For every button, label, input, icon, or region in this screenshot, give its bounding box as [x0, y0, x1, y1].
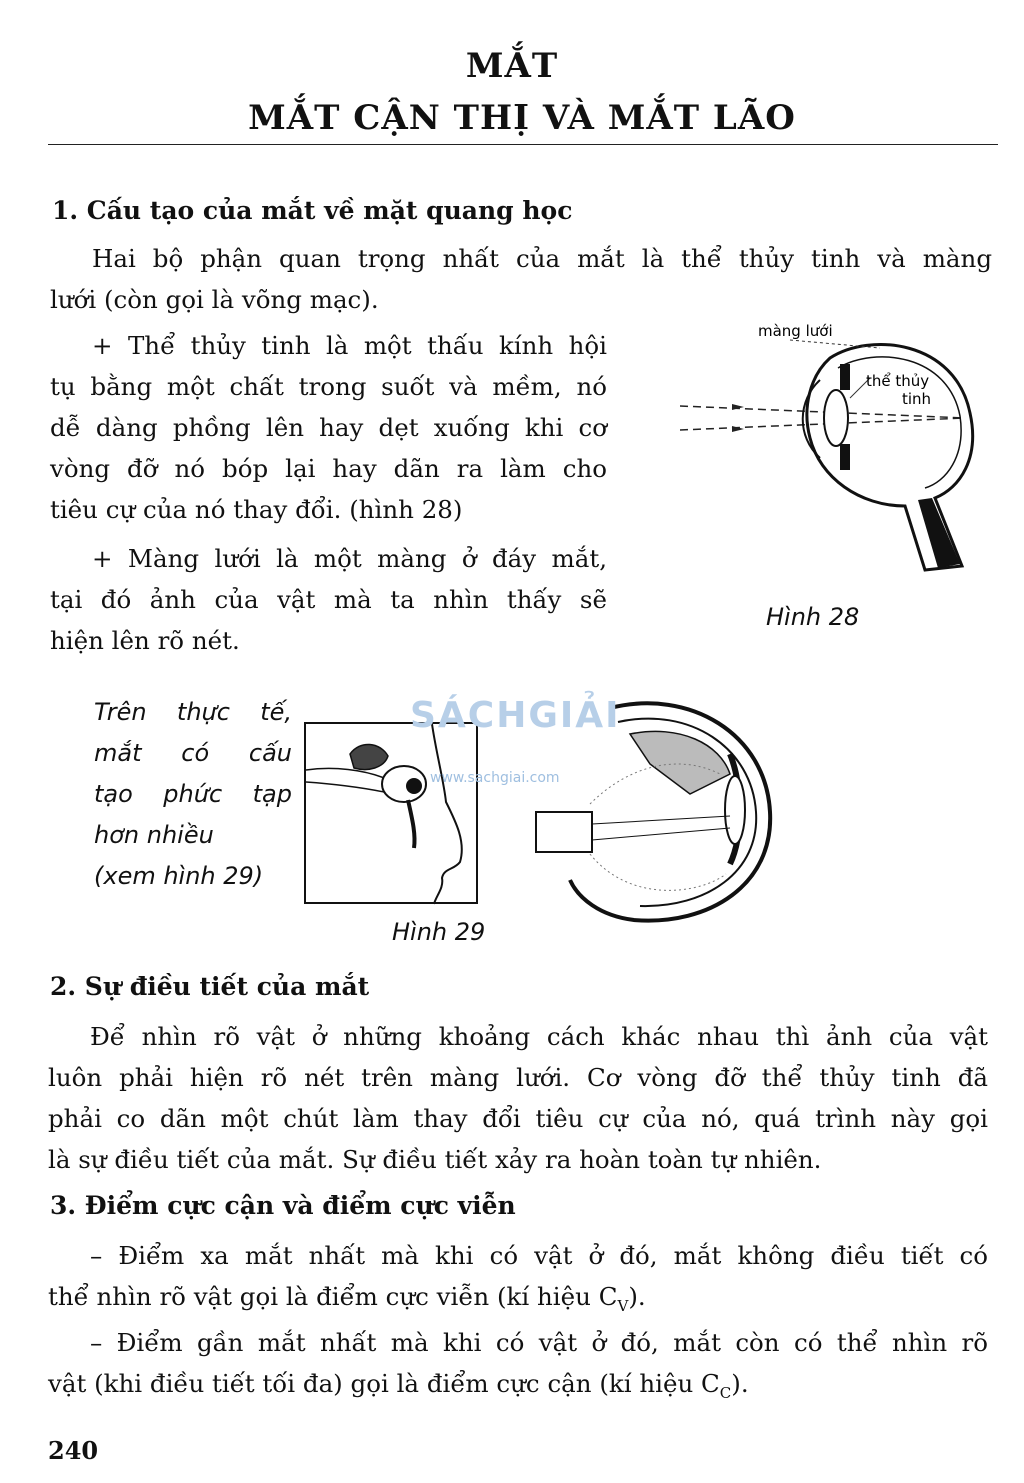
text-line: vòng đỡ nó bóp lại hay dãn ra làm cho — [50, 454, 607, 483]
text-line: thể nhìn rõ vật gọi là điểm cực viễn (kí hiệu $C_V$). — [48, 1282, 646, 1315]
text-line: mắt có cấu — [94, 739, 292, 767]
text-line: hiện lên rõ nét. — [50, 626, 240, 655]
text-line: – Điểm gần mắt nhất mà khi có vật ở đó, mắt còn có thể nhìn rõ — [90, 1328, 988, 1357]
watermark-url: www.sachgiai.com — [430, 770, 560, 786]
figure-29-caption: Hình 29 — [392, 918, 486, 946]
lens-paragraph — [50, 325, 607, 530]
text-line: (xem hình 29) — [94, 862, 264, 890]
eye-diagram-figure-28 — [670, 318, 990, 580]
text-line: tụ bằng một chất trong suốt và mềm, nó — [50, 372, 607, 401]
chapter-subtitle: MẮT CẬN THỊ VÀ MẮT LÃO — [248, 98, 796, 138]
text-line: phải co dãn một chút làm thay đổi tiêu cự của nó, quá trình này gọi — [48, 1104, 988, 1133]
side-note — [94, 692, 292, 897]
ciliary-muscle-bottom — [840, 444, 850, 470]
figure-28-caption: Hình 28 — [766, 603, 860, 631]
head-profile-figure-29 — [304, 722, 482, 906]
near-point-paragraph — [48, 1322, 988, 1414]
text-line: dễ dàng phồng lên hay dẹt xuống khi cơ — [50, 413, 607, 442]
ciliary-muscle-top — [840, 364, 850, 390]
label-lens-line1: thể thủy — [866, 372, 930, 390]
text-line: luôn phải hiện rõ nét trên màng lưới. Cơ vòng đỡ thể thủy tinh đã — [48, 1063, 988, 1092]
text-line: tại đó ảnh của vật mà ta nhìn thấy sẽ — [50, 585, 607, 614]
lens — [725, 776, 745, 844]
text-line: – Điểm xa mắt nhất mà khi có vật ở đó, mắt không điều tiết có — [90, 1241, 988, 1270]
watermark-logo: SÁCHGIẢI — [410, 695, 621, 736]
section-1-intro — [50, 238, 992, 320]
section-2-heading: 2. Sự điều tiết của mắt — [50, 972, 370, 1001]
text-line: là sự điều tiết của mắt. Sự điều tiết xảy ra hoàn toàn tự nhiên. — [48, 1145, 822, 1174]
lens — [824, 390, 848, 446]
text-line: hơn nhiều — [94, 821, 214, 849]
title-divider — [48, 144, 998, 145]
optic-nerve — [536, 812, 592, 852]
text-line: Hai bộ phận quan trọng nhất của mắt là thể thủy tinh và màng — [92, 244, 992, 273]
text-line: vật (khi điều tiết tối đa) gọi là điểm cực cận (kí hiệu $C_C$). — [48, 1369, 749, 1402]
text-line: Để nhìn rõ vật ở những khoảng cách khác nhau thì ảnh của vật — [90, 1022, 988, 1051]
chapter-title: MẮT — [465, 46, 559, 86]
text-line: + Màng lưới là một màng ở đáy mắt, — [92, 544, 607, 573]
retina-paragraph — [50, 538, 607, 661]
text-line: tiêu cự của nó thay đổi. (hình 28) — [50, 495, 463, 524]
symbol-subscript: C — [719, 1383, 732, 1402]
section-2-body — [48, 1016, 988, 1180]
label-retina: màng lưới — [758, 322, 833, 340]
text-line: tạo phức tạp — [94, 780, 292, 808]
page-number: 240 — [48, 1436, 99, 1465]
text-line: Trên thực tế, — [94, 698, 292, 726]
symbol-subscript: V — [617, 1296, 629, 1315]
face-profile — [432, 724, 462, 904]
section-1-heading: 1. Cấu tạo của mắt về mặt quang học — [52, 196, 573, 225]
far-point-paragraph — [48, 1235, 988, 1327]
section-3-heading: 3. Điểm cực cận và điểm cực viễn — [50, 1191, 516, 1220]
light-ray — [680, 418, 965, 430]
text-line: + Thể thủy tinh là một thấu kính hội — [92, 331, 607, 360]
label-lens-line2: tinh — [902, 390, 932, 408]
text-line: lưới (còn gọi là võng mạc). — [50, 285, 379, 314]
